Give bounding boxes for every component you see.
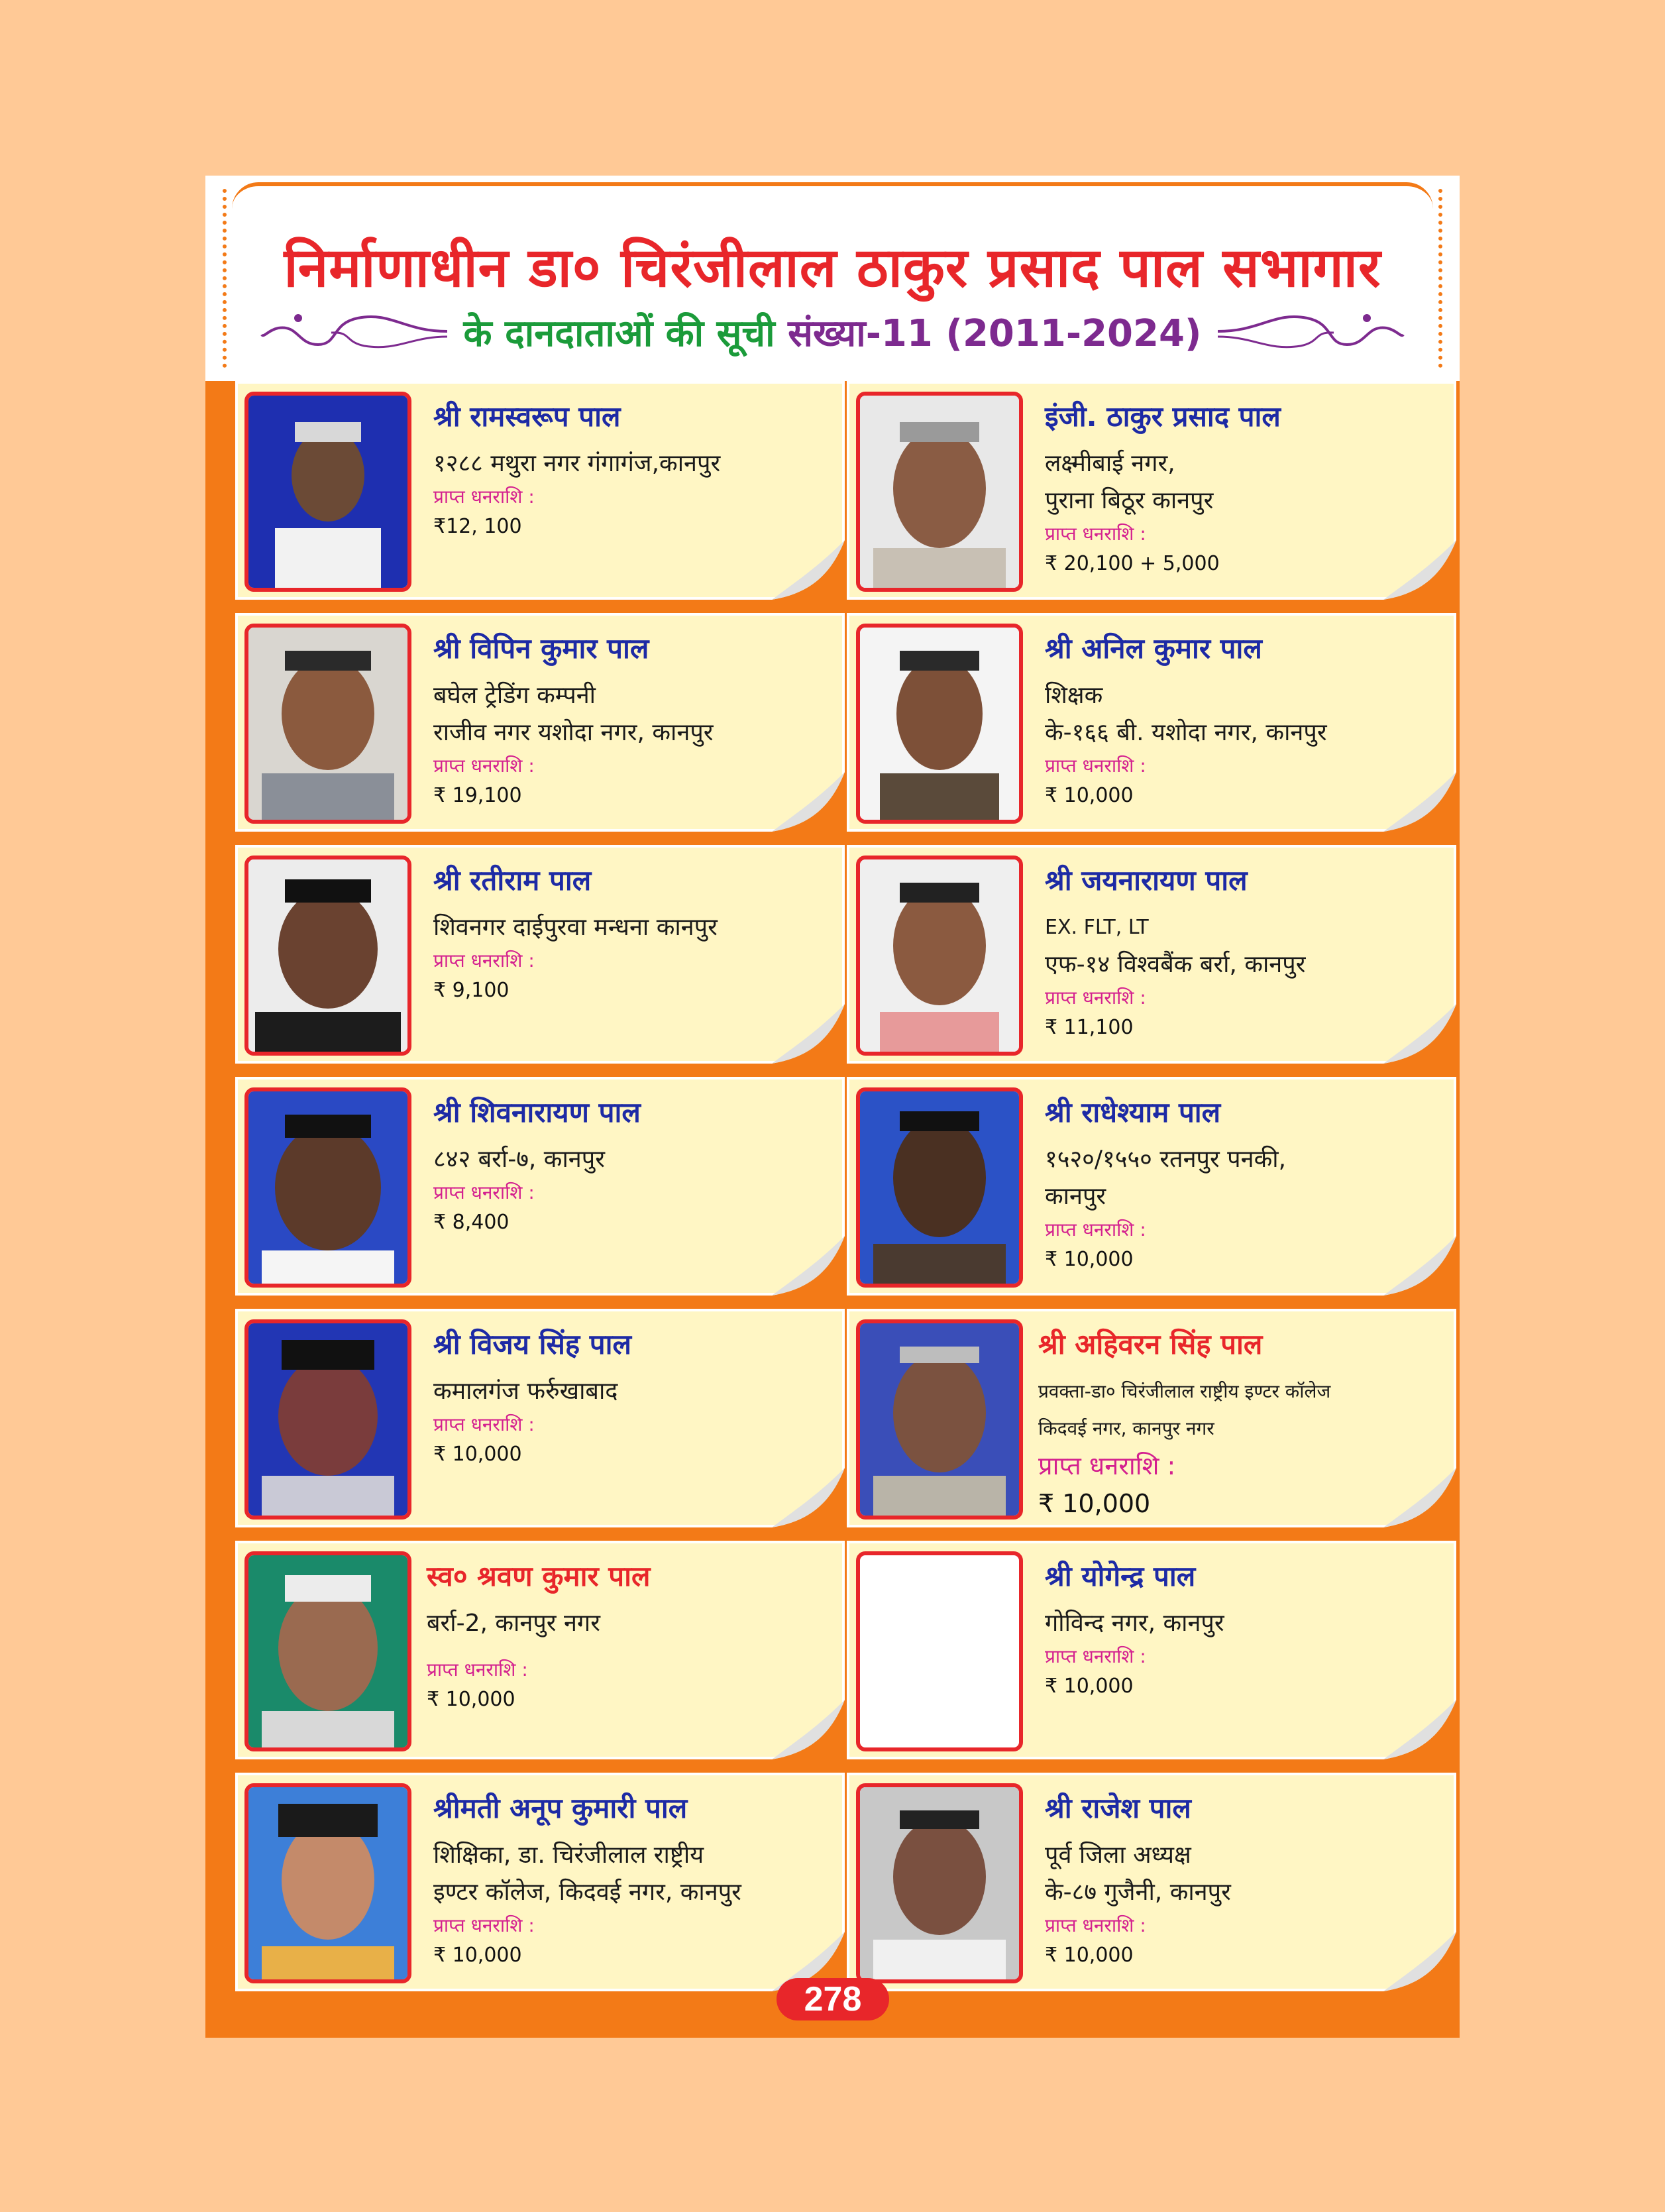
- donor-name: श्री रतीराम पाल: [433, 864, 592, 897]
- page-curl-icon: [772, 1004, 845, 1064]
- donor-card: [235, 1773, 845, 1991]
- donor-name: श्री शिवनारायण पाल: [433, 1096, 641, 1129]
- person-photo-icon: [860, 396, 1019, 588]
- person-photo-icon: [248, 1787, 407, 1979]
- donor-photo: [244, 1087, 411, 1288]
- amount-label: प्राप्त धनराशि :: [1038, 1451, 1176, 1480]
- amount-label: प्राप्त धनराशि :: [1045, 1645, 1146, 1667]
- donor-photo: [856, 856, 1023, 1056]
- donor-address: ८४२ बर्रा-७, कानपुर: [433, 1146, 605, 1173]
- page: [205, 176, 1460, 2038]
- donor-address: कमालगंज फर्रुखाबाद: [433, 1378, 618, 1405]
- subtitle-years: (2011-2024): [932, 312, 1202, 355]
- donor-address: लक्ष्मीबाई नगर,: [1045, 450, 1175, 477]
- amount-label: प्राप्त धनराशि :: [1045, 987, 1146, 1009]
- donor-address: के-१६६ बी. यशोदा नगर, कानपुर: [1045, 719, 1327, 746]
- donor-address: कानपुर: [1045, 1183, 1106, 1210]
- amount-label: प्राप्त धनराशि :: [433, 1182, 535, 1203]
- page-curl-icon: [1383, 1236, 1456, 1296]
- donor-card: [847, 613, 1456, 832]
- donor-card: [235, 1077, 845, 1296]
- donor-name: श्री योगेन्द्र पाल: [1045, 1560, 1196, 1592]
- page-curl-icon: [772, 1700, 845, 1759]
- donor-address: शिक्षक: [1045, 682, 1103, 709]
- donor-photo: [856, 1783, 1023, 1983]
- donor-name: श्री अहिवरन सिंह पाल: [1038, 1328, 1263, 1360]
- person-photo-icon: [860, 859, 1019, 1052]
- donor-address: राजीव नगर यशोदा नगर, कानपुर: [433, 719, 714, 746]
- donor-card: [847, 381, 1456, 600]
- amount-label: प्राप्त धनराशि :: [433, 950, 535, 971]
- donor-photo: [244, 1783, 411, 1983]
- donation-amount: ₹ 9,100: [433, 979, 510, 1002]
- donor-name: श्री विजय सिंह पाल: [433, 1328, 632, 1360]
- person-photo-icon: [248, 396, 407, 588]
- amount-label: प्राप्त धनराशि :: [1045, 523, 1146, 545]
- donor-card: [235, 613, 845, 832]
- donor-address: १५२०/१५५० रतनपुर पनकी,: [1045, 1146, 1287, 1173]
- donation-amount: ₹ 10,000: [1045, 1248, 1134, 1271]
- amount-label: प्राप्त धनराशि :: [1045, 1914, 1146, 1936]
- donor-photo-placeholder: [856, 1551, 1023, 1751]
- donor-name: श्री जयनारायण पाल: [1045, 864, 1248, 897]
- amount-label: प्राप्त धनराशि :: [433, 486, 535, 508]
- donor-card: [847, 845, 1456, 1064]
- donor-designation: शिक्षिका, डा. चिरंजीलाल राष्ट्रीय: [433, 1842, 704, 1869]
- donation-amount: ₹12, 100: [433, 515, 522, 538]
- amount-label: प्राप्त धनराशि :: [1045, 755, 1146, 777]
- donor-address: गोविन्द नगर, कानपुर: [1045, 1610, 1224, 1637]
- donor-photo: [856, 392, 1023, 592]
- donor-photo: [244, 856, 411, 1056]
- donor-card: [235, 1541, 845, 1759]
- donor-name: स्व० श्रवण कुमार पाल: [427, 1560, 651, 1592]
- donation-amount: ₹ 11,100: [1045, 1016, 1134, 1039]
- subtitle-main: के दानदाताओं की सूची: [463, 312, 788, 355]
- donor-address: बघेल ट्रेडिंग कम्पनी: [433, 682, 596, 709]
- donor-address: के-८७ गुजैनी, कानपुर: [1045, 1879, 1231, 1906]
- donor-name: श्री राजेश पाल: [1045, 1792, 1191, 1824]
- donor-photo: [244, 1319, 411, 1520]
- swirl-ornament-icon: [1214, 305, 1407, 358]
- donor-card: [235, 381, 845, 600]
- page-title: निर्माणाधीन डा० चिरंजीलाल ठाकुर प्रसाद पाल सभागार: [284, 237, 1381, 300]
- donor-name: श्री राधेश्याम पाल: [1045, 1096, 1221, 1129]
- person-photo-icon: [248, 1323, 407, 1516]
- donor-address: इण्टर कॉलेज, किदवई नगर, कानपुर: [433, 1879, 741, 1906]
- person-photo-icon: [860, 1787, 1019, 1979]
- donor-card: [235, 1309, 845, 1527]
- amount-label: प्राप्त धनराशि :: [433, 755, 535, 777]
- donor-photo: [244, 1551, 411, 1751]
- header: [205, 176, 1460, 381]
- donation-amount: ₹ 19,100: [433, 784, 522, 807]
- donation-amount: ₹ 8,400: [433, 1211, 510, 1234]
- page-curl-icon: [1383, 1700, 1456, 1759]
- page-curl-icon: [772, 540, 845, 600]
- page-curl-icon: [1383, 1932, 1456, 1991]
- person-photo-icon: [860, 1091, 1019, 1284]
- donor-photo: [856, 1319, 1023, 1520]
- donor-photo: [856, 624, 1023, 824]
- page-curl-icon: [1383, 1468, 1456, 1527]
- donation-amount: ₹ 10,000: [1038, 1489, 1151, 1518]
- person-photo-icon: [248, 859, 407, 1052]
- donor-address: बर्रा-2, कानपुर नगर: [427, 1610, 600, 1637]
- donor-name: श्री रामस्वरूप पाल: [433, 400, 621, 433]
- donor-address: किदवई नगर, कानपुर नगर: [1038, 1417, 1214, 1439]
- donor-card: [847, 1773, 1456, 1991]
- page-curl-icon: [772, 1468, 845, 1527]
- donor-card: [847, 1541, 1456, 1759]
- donor-name: इंजी. ठाकुर प्रसाद पाल: [1045, 400, 1281, 433]
- donor-card: [847, 1077, 1456, 1296]
- amount-label: प्राप्त धनराशि :: [433, 1413, 535, 1435]
- person-photo-icon: [860, 1323, 1019, 1516]
- person-photo-icon: [248, 1091, 407, 1284]
- donor-photo: [244, 624, 411, 824]
- donor-name: श्री अनिल कुमार पाल: [1045, 632, 1262, 665]
- donation-amount: ₹ 10,000: [1045, 784, 1134, 807]
- subtitle-count: संख्या-11: [788, 312, 933, 355]
- donation-amount: ₹ 10,000: [427, 1688, 515, 1711]
- donation-amount: ₹ 20,100 + 5,000: [1045, 552, 1220, 575]
- page-curl-icon: [772, 772, 845, 832]
- donor-designation: प्रवक्ता-डा० चिरंजीलाल राष्ट्रीय इण्टर कॉलेज: [1038, 1380, 1331, 1402]
- person-photo-icon: [248, 1555, 407, 1747]
- donor-address: शिवनगर दाईपुरवा मन्धना कानपुर: [433, 914, 718, 941]
- donor-name: श्रीमती अनूप कुमारी पाल: [433, 1792, 688, 1824]
- page-number: 278: [777, 1978, 889, 2020]
- donor-designation: EX. FLT, LT: [1045, 916, 1149, 939]
- donor-photo: [244, 392, 411, 592]
- donor-card: [235, 845, 845, 1064]
- person-photo-icon: [248, 628, 407, 820]
- donor-photo: [856, 1087, 1023, 1288]
- ornament-border-top: [232, 182, 1433, 213]
- donation-amount: ₹ 10,000: [1045, 1675, 1134, 1698]
- donation-amount: ₹ 10,000: [433, 1944, 522, 1967]
- page-curl-icon: [772, 1236, 845, 1296]
- donor-name: श्री विपिन कुमार पाल: [433, 632, 649, 665]
- donation-amount: ₹ 10,000: [433, 1443, 522, 1466]
- donor-card: [847, 1309, 1456, 1527]
- page-curl-icon: [1383, 540, 1456, 600]
- amount-label: प्राप्त धनराशि :: [427, 1659, 528, 1681]
- amount-label: प्राप्त धनराशि :: [433, 1914, 535, 1936]
- donation-amount: ₹ 10,000: [1045, 1944, 1134, 1967]
- donor-address: १२८८ मथुरा नगर गंगागंज,कानपुर: [433, 450, 721, 477]
- page-curl-icon: [1383, 1004, 1456, 1064]
- donor-address: एफ-१४ विश्वबैंक बर्रा, कानपुर: [1045, 951, 1306, 978]
- donor-address: पुराना बिठूर कानपुर: [1045, 487, 1214, 514]
- page-curl-icon: [1383, 772, 1456, 832]
- amount-label: प्राप्त धनराशि :: [1045, 1219, 1146, 1241]
- person-photo-icon: [860, 628, 1019, 820]
- donor-designation: पूर्व जिला अध्यक्ष: [1045, 1842, 1191, 1869]
